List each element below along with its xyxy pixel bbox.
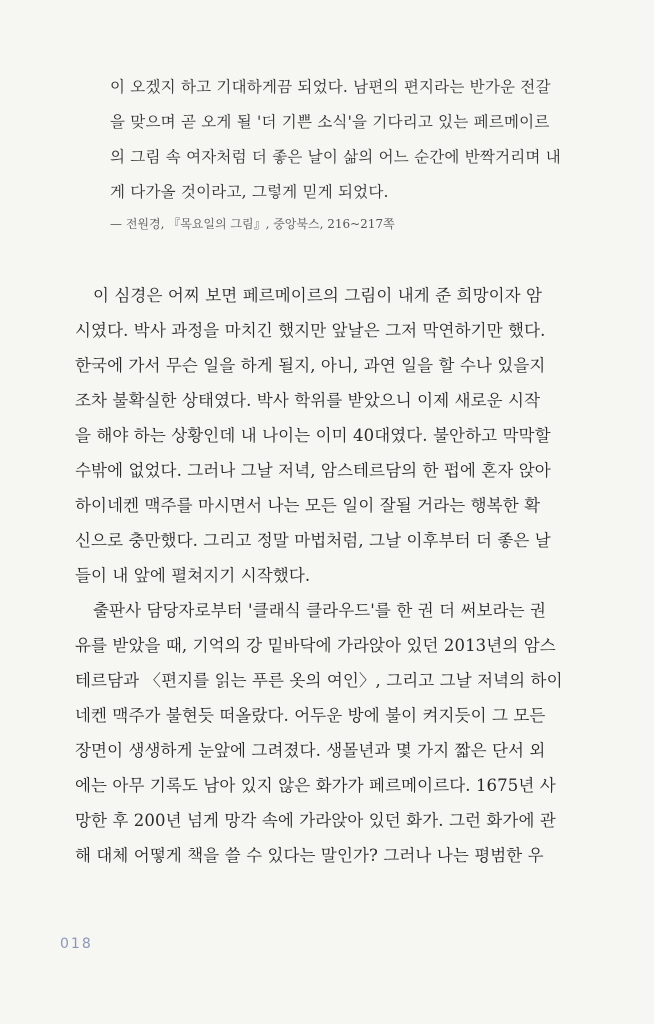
paragraph-line: 이 심경은 어찌 보면 페르메이르의 그림이 내게 준 희망이자 암 <box>93 286 543 305</box>
paragraph-line: 들이 내 앞에 펼쳐지기 시작했다. <box>75 566 311 585</box>
paragraph-line: 테르담과 〈편지를 읽는 푸른 옷의 여인〉, 그리고 그날 저녁의 하이 <box>75 671 563 690</box>
paragraph-line: 해 대체 어떻게 책을 쓸 수 있다는 말인가? 그러나 나는 평범한 우 <box>75 846 544 865</box>
paragraph-line: 을 해야 하는 상황인데 내 나이는 이미 40대였다. 불안하고 막막할 <box>75 426 551 445</box>
page-number: 018 <box>60 936 93 952</box>
paragraph-line: 한국에 가서 무슨 일을 하게 될지, 아니, 과연 일을 할 수나 있을지 <box>75 356 546 375</box>
quote-line: 이 오겠지 하고 기대하게끔 되었다. 남편의 편지라는 반가운 전갈 <box>110 78 551 96</box>
quote-line: 게 다가올 것이라고, 그렇게 믿게 되었다. <box>110 183 389 201</box>
paragraph-line: 에는 아무 기록도 남아 있지 않은 화가가 페르메이르다. 1675년 사 <box>75 776 556 795</box>
paragraph-line: 네켄 맥주가 불현듯 떠올랐다. 어두운 방에 불이 켜지듯이 그 모든 <box>75 706 546 725</box>
paragraph-line: 출판사 담당자로부터 '클래식 클라우드'를 한 권 더 써보라는 권 <box>93 601 547 620</box>
paragraph-line: 하이네켄 맥주를 마시면서 나는 모든 일이 잘될 거라는 행복한 확 <box>75 496 541 515</box>
quote-line: 을 맞으며 곧 오게 될 '더 기쁜 소식'을 기다리고 있는 페르메이르 <box>110 113 550 131</box>
paragraph-line: 시였다. 박사 과정을 마치긴 했지만 앞날은 그저 막연하기만 했다. <box>75 321 546 340</box>
quote-source: — 전원경, 『목요일의 그림』, 중앙북스, 216~217쪽 <box>110 217 395 231</box>
body-text <box>75 278 595 873</box>
paragraph-line: 장면이 생생하게 눈앞에 그려졌다. 생몰년과 몇 가지 짧은 단서 외 <box>75 741 546 760</box>
paragraph-line: 유를 받았을 때, 기억의 강 밑바닥에 가라앉아 있던 2013년의 암스 <box>75 636 556 655</box>
paragraph-line: 조차 불확실한 상태였다. 박사 학위를 받았으니 이제 새로운 시작 <box>75 391 541 410</box>
paragraph-line: 망한 후 200년 넘게 망각 속에 가라앉아 있던 화가. 그런 화가에 관 <box>75 811 556 830</box>
paragraph-line: 수밖에 없었다. 그러나 그날 저녁, 암스테르담의 한 펍에 혼자 앉아 <box>75 461 551 480</box>
block-quote <box>110 70 580 236</box>
quote-line: 의 그림 속 여자처럼 더 좋은 날이 삶의 어느 순간에 반짝거리며 내 <box>110 148 561 166</box>
paragraph-line: 신으로 충만했다. 그리고 정말 마법처럼, 그날 이후부터 더 좋은 날 <box>75 531 551 550</box>
